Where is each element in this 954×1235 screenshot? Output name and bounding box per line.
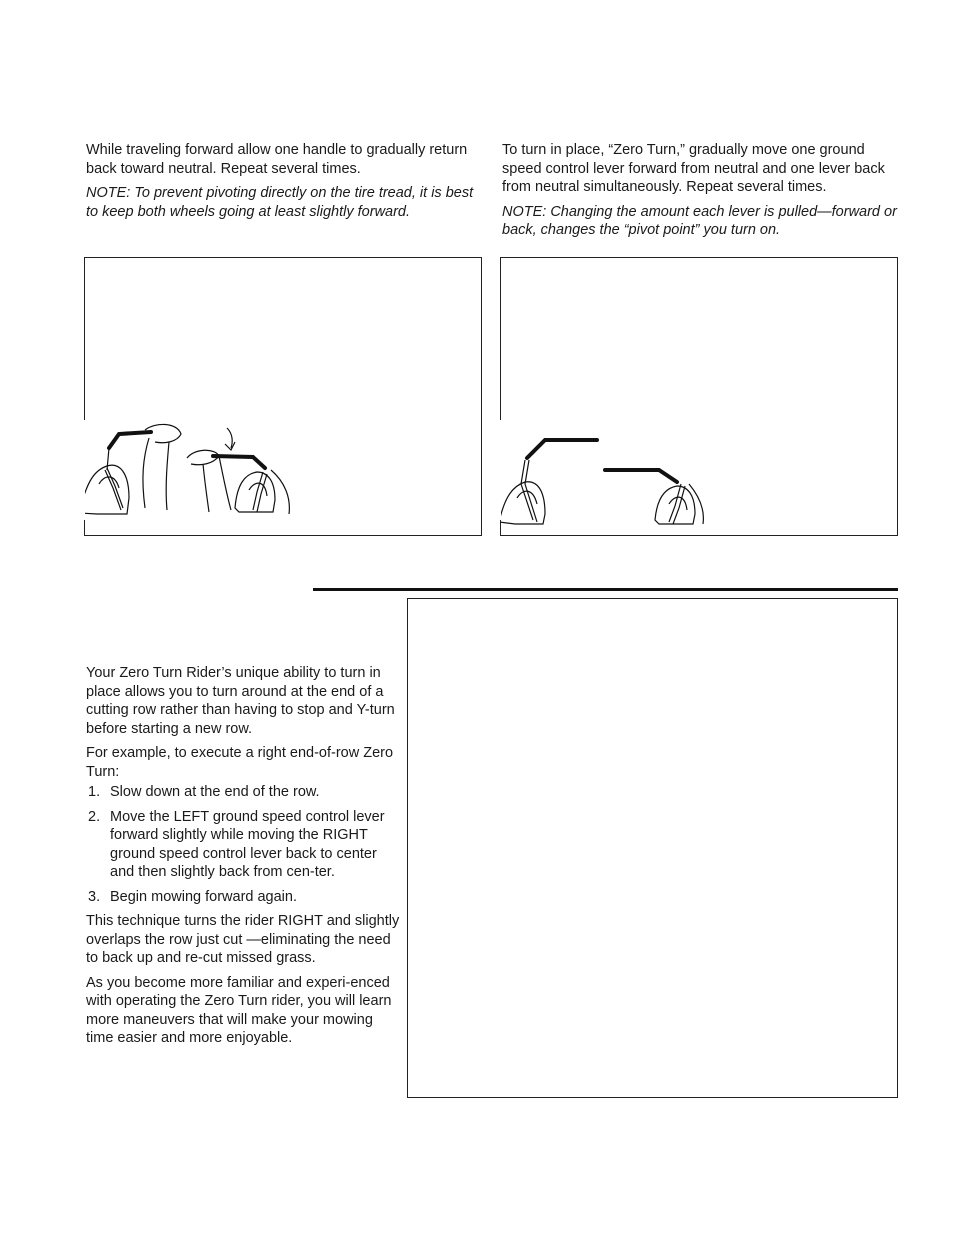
step-item: 1. Slow down at the end of the row. — [88, 784, 320, 800]
section-divider — [313, 588, 898, 591]
right-seat-outline — [235, 472, 275, 512]
end-of-row-instructions — [86, 664, 402, 1054]
figure-zero-turn — [500, 257, 898, 536]
figure-gradual-turn — [84, 257, 482, 536]
step-list — [86, 783, 402, 906]
figure-end-of-row — [407, 598, 898, 1098]
right-paragraph: To turn in place, “Zero Turn,” gradually move one ground speed control lever forward from neutral and one lever back from neutral simultaneously. Repeat several times. — [502, 142, 885, 195]
left-paragraph: While traveling forward allow one handle to gradually return back toward neutral. Repeat several times. — [86, 142, 468, 177]
left-seat-outline — [501, 482, 545, 524]
end-of-row-closing: As you become more familiar and experi-enced with operating the Zero Turn rider, you will learn more maneuvers that will make your mowing time easier and more enjoyable. — [86, 974, 392, 1046]
zero-turn-illustration — [501, 258, 899, 537]
end-of-row-example: For example, to execute a right end-of-row Zero Turn: — [86, 745, 394, 780]
gradual-turn-illustration — [85, 258, 483, 537]
right-instructions — [502, 141, 900, 246]
step-item: 2. Move the LEFT ground speed control lever forward slightly while moving the RIGHT ground speed control lever back to center and then slightly back from cen-ter. — [88, 808, 385, 880]
end-of-row-intro: Your Zero Turn Rider’s unique ability to turn in place allows you to turn around at the end of a cutting row rather than having to stop and Y-turn before starting a new row. — [86, 665, 395, 737]
left-note: NOTE: To prevent pivoting directly on the tire tread, it is best to keep both wheels going at least slightly forward. — [86, 185, 474, 220]
end-of-row-result: This technique turns the rider RIGHT and slightly overlaps the row just cut —eliminating the need to back up and re-cut missed grass. — [86, 913, 400, 966]
left-instructions — [86, 141, 481, 227]
step-item: 3. Begin mowing forward again. — [88, 888, 297, 905]
right-note: NOTE: Changing the amount each lever is pulled—forward or back, changes the “pivot point” you turn on. — [502, 203, 897, 238]
